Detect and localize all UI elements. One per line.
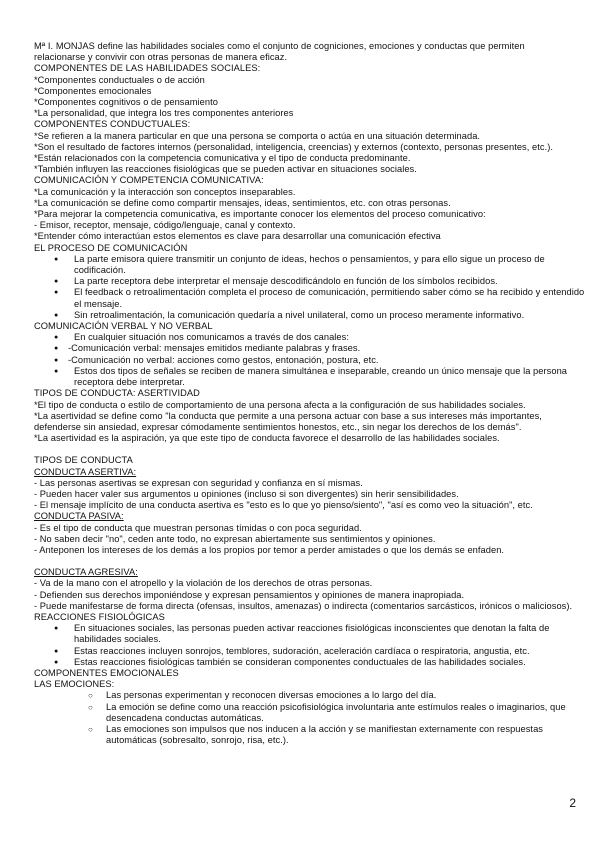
agresiva-item: - Va de la mano con el atropello y la violación de los derechos de otras personas.: [34, 578, 373, 589]
conductuales-item: *Se refieren a la manera particular en que una persona se comporta o actúa en una situación determinada.: [34, 130, 481, 141]
proceso-bullet: ● La parte emisora quiere transmitir un conjunto de ideas, hechos o pensamientos, y para ello sigue un proceso de codificación.: [34, 254, 590, 276]
asertividad-heading: TIPOS DE CONDUCTA: ASERTIVIDAD: [34, 388, 200, 399]
comunicacion-item: *Para mejorar la competencia comunicativa, es importante conocer los elementos del proceso comunicativo:: [34, 209, 486, 220]
emociones-item: ○ La emoción se define como una reacción psicofisiológica involuntaria ante estímulos reales o imaginarios, que desencadena conductas automáticas.: [34, 702, 590, 724]
componentes-item: *Componentes conductuales o de acción: [34, 74, 205, 85]
document-page: [34, 41, 590, 746]
componentes-item: *Componentes cognitivos o de pensamiento: [34, 97, 218, 108]
asertividad-item: *La asertividad se define como "la conducta que permite a una persona actuar con base a sus intereses más importantes, defenderse sin ansiedad, expresar cómodamente sentimientos honestos, etc., sin negar los derechos de los demás".: [34, 410, 542, 432]
agresiva-heading: CONDUCTA AGRESIVA:: [34, 567, 138, 578]
asertividad-item: *La asertividad es la aspiración, ya que este tipo de conducta favorece el desarrollo de las habilidades sociales.: [34, 433, 500, 444]
emocionales-heading: COMPONENTES EMOCIONALES: [34, 667, 179, 678]
emociones-subheading: LAS EMOCIONES:: [34, 679, 115, 690]
conductuales-item: *También influyen las reacciones fisiológicas que se pueden activar en situaciones sociales.: [34, 164, 417, 175]
asertiva-item: - Las personas asertivas se expresan con seguridad y confianza en sí mismas.: [34, 477, 363, 488]
asertiva-item: - Pueden hacer valer sus argumentos u opiniones (incluso si son divergentes) sin herir sensibilidades.: [34, 488, 459, 499]
fisiologicas-bullet: ● Estas reacciones fisiológicas también se consideran componentes conductuales de las habilidades sociales.: [34, 657, 590, 668]
conductuales-heading: COMPONENTES CONDUCTUALES:: [34, 119, 191, 130]
tipos-heading: TIPOS DE CONDUCTA: [34, 455, 133, 466]
fisiologicas-heading: REACCIONES FISIOLÓGICAS: [34, 611, 165, 622]
pasiva-item: - Es el tipo de conducta que muestran personas tímidas o con poca seguridad.: [34, 522, 362, 533]
fisiologicas-bullet: ● En situaciones sociales, las personas pueden activar reacciones fisiológicas inconscientes que denotan la falta de habilidades sociales.: [34, 623, 590, 645]
conductuales-item: *Son el resultado de factores internos (personalidad, inteligencia, creencias) y externos (contexto, personas presentes, etc.).: [34, 141, 553, 152]
proceso-heading: EL PROCESO DE COMUNICACIÓN: [34, 242, 188, 253]
comunicacion-item: *La comunicación y la interacción son conceptos inseparables.: [34, 186, 296, 197]
pasiva-item: - Anteponen los intereses de los demás a los propios por temor a perder amistades o que los demás se enfaden.: [34, 544, 505, 555]
agresiva-item: - Puede manifestarse de forma directa (ofensas, insultos, amenazas) o indirecta (comentarios sarcásticos, irónicos o maliciosos).: [34, 600, 573, 611]
verbal-bullet: ● En cualquier situación nos comunicamos a través de dos canales:: [34, 332, 590, 343]
comunicacion-item: - Emisor, receptor, mensaje, código/lenguaje, canal y contexto.: [34, 220, 296, 231]
pasiva-item: - No saben decir "no", ceden ante todo, no expresan abiertamente sus sentimientos y opiniones.: [34, 533, 436, 544]
componentes-item: *La personalidad, que integra los tres componentes anteriores: [34, 108, 294, 119]
emociones-item: ○ Las personas experimentan y reconocen diversas emociones a lo largo del día.: [34, 690, 590, 701]
proceso-bullet: ● El feedback o retroalimentación completa el proceso de comunicación, permitiendo saber cómo se ha recibido y entendido el mensaje.: [34, 287, 590, 309]
pasiva-heading: CONDUCTA PASIVA:: [34, 511, 124, 522]
comunicacion-item: *La comunicación se define como compartir mensajes, ideas, sentimientos, etc. con otras personas.: [34, 197, 451, 208]
asertiva-item: - El mensaje implícito de una conducta asertiva es "esto es lo que yo pienso/siento", "así es como veo la situación", etc.: [34, 500, 533, 511]
componentes-heading: COMPONENTES DE LAS HABILIDADES SOCIALES:: [34, 63, 261, 74]
verbal-heading: COMUNICACIÓN VERBAL Y NO VERBAL: [34, 321, 213, 332]
verbal-bullet: ● Estos dos tipos de señales se reciben de manera simultánea e inseparable, creando un único mensaje que la persona receptora debe interpretar.: [34, 366, 590, 388]
comunicacion-item: *Entender cómo interactúan estos elementos es clave para desarrollar una comunicación efectiva: [34, 231, 441, 242]
page-number: 2: [569, 796, 576, 810]
agresiva-item: - Defienden sus derechos imponiéndose y expresan pensamientos y opiniones de manera inapropiada.: [34, 589, 465, 600]
conductuales-item: *Están relacionados con la competencia comunicativa y el tipo de conducta predominante.: [34, 153, 411, 164]
intro-line-2: relacionarse y convivir con otras personas de manera eficaz.: [34, 52, 288, 63]
verbal-sub-item: ● -Comunicación no verbal: acciones como gestos, entonación, postura, etc.: [34, 355, 590, 366]
verbal-sub-item: ● -Comunicación verbal: mensajes emitidos mediante palabras y frases.: [34, 343, 590, 354]
emociones-item: ○ Las emociones son impulsos que nos inducen a la acción y se manifiestan externamente con respuestas automáticas (sobresalto, sonrojo, risa, etc.).: [34, 724, 590, 746]
fisiologicas-bullet: ● Estas reacciones incluyen sonrojos, temblores, sudoración, aceleración cardíaca o respiratoria, angustia, etc.: [34, 646, 590, 657]
asertividad-item: *El tipo de conducta o estilo de comportamiento de una persona afecta a la configuración de sus habilidades sociales.: [34, 399, 526, 410]
comunicacion-heading: COMUNICACIÓN Y COMPETENCIA COMUNICATIVA:: [34, 175, 264, 186]
proceso-bullet: ● La parte receptora debe interpretar el mensaje descodificándolo en función de los símbolos recibidos.: [34, 276, 590, 287]
proceso-bullet: ● Sin retroalimentación, la comunicación quedaría a nivel unilateral, como un proceso meramente informativo.: [34, 310, 590, 321]
componentes-item: *Componentes emocionales: [34, 85, 152, 96]
intro-line-1: Mª I. MONJAS define las habilidades sociales como el conjunto de cogniciones, emociones y conductas que permiten: [34, 41, 525, 51]
asertiva-heading: CONDUCTA ASERTIVA:: [34, 466, 137, 477]
